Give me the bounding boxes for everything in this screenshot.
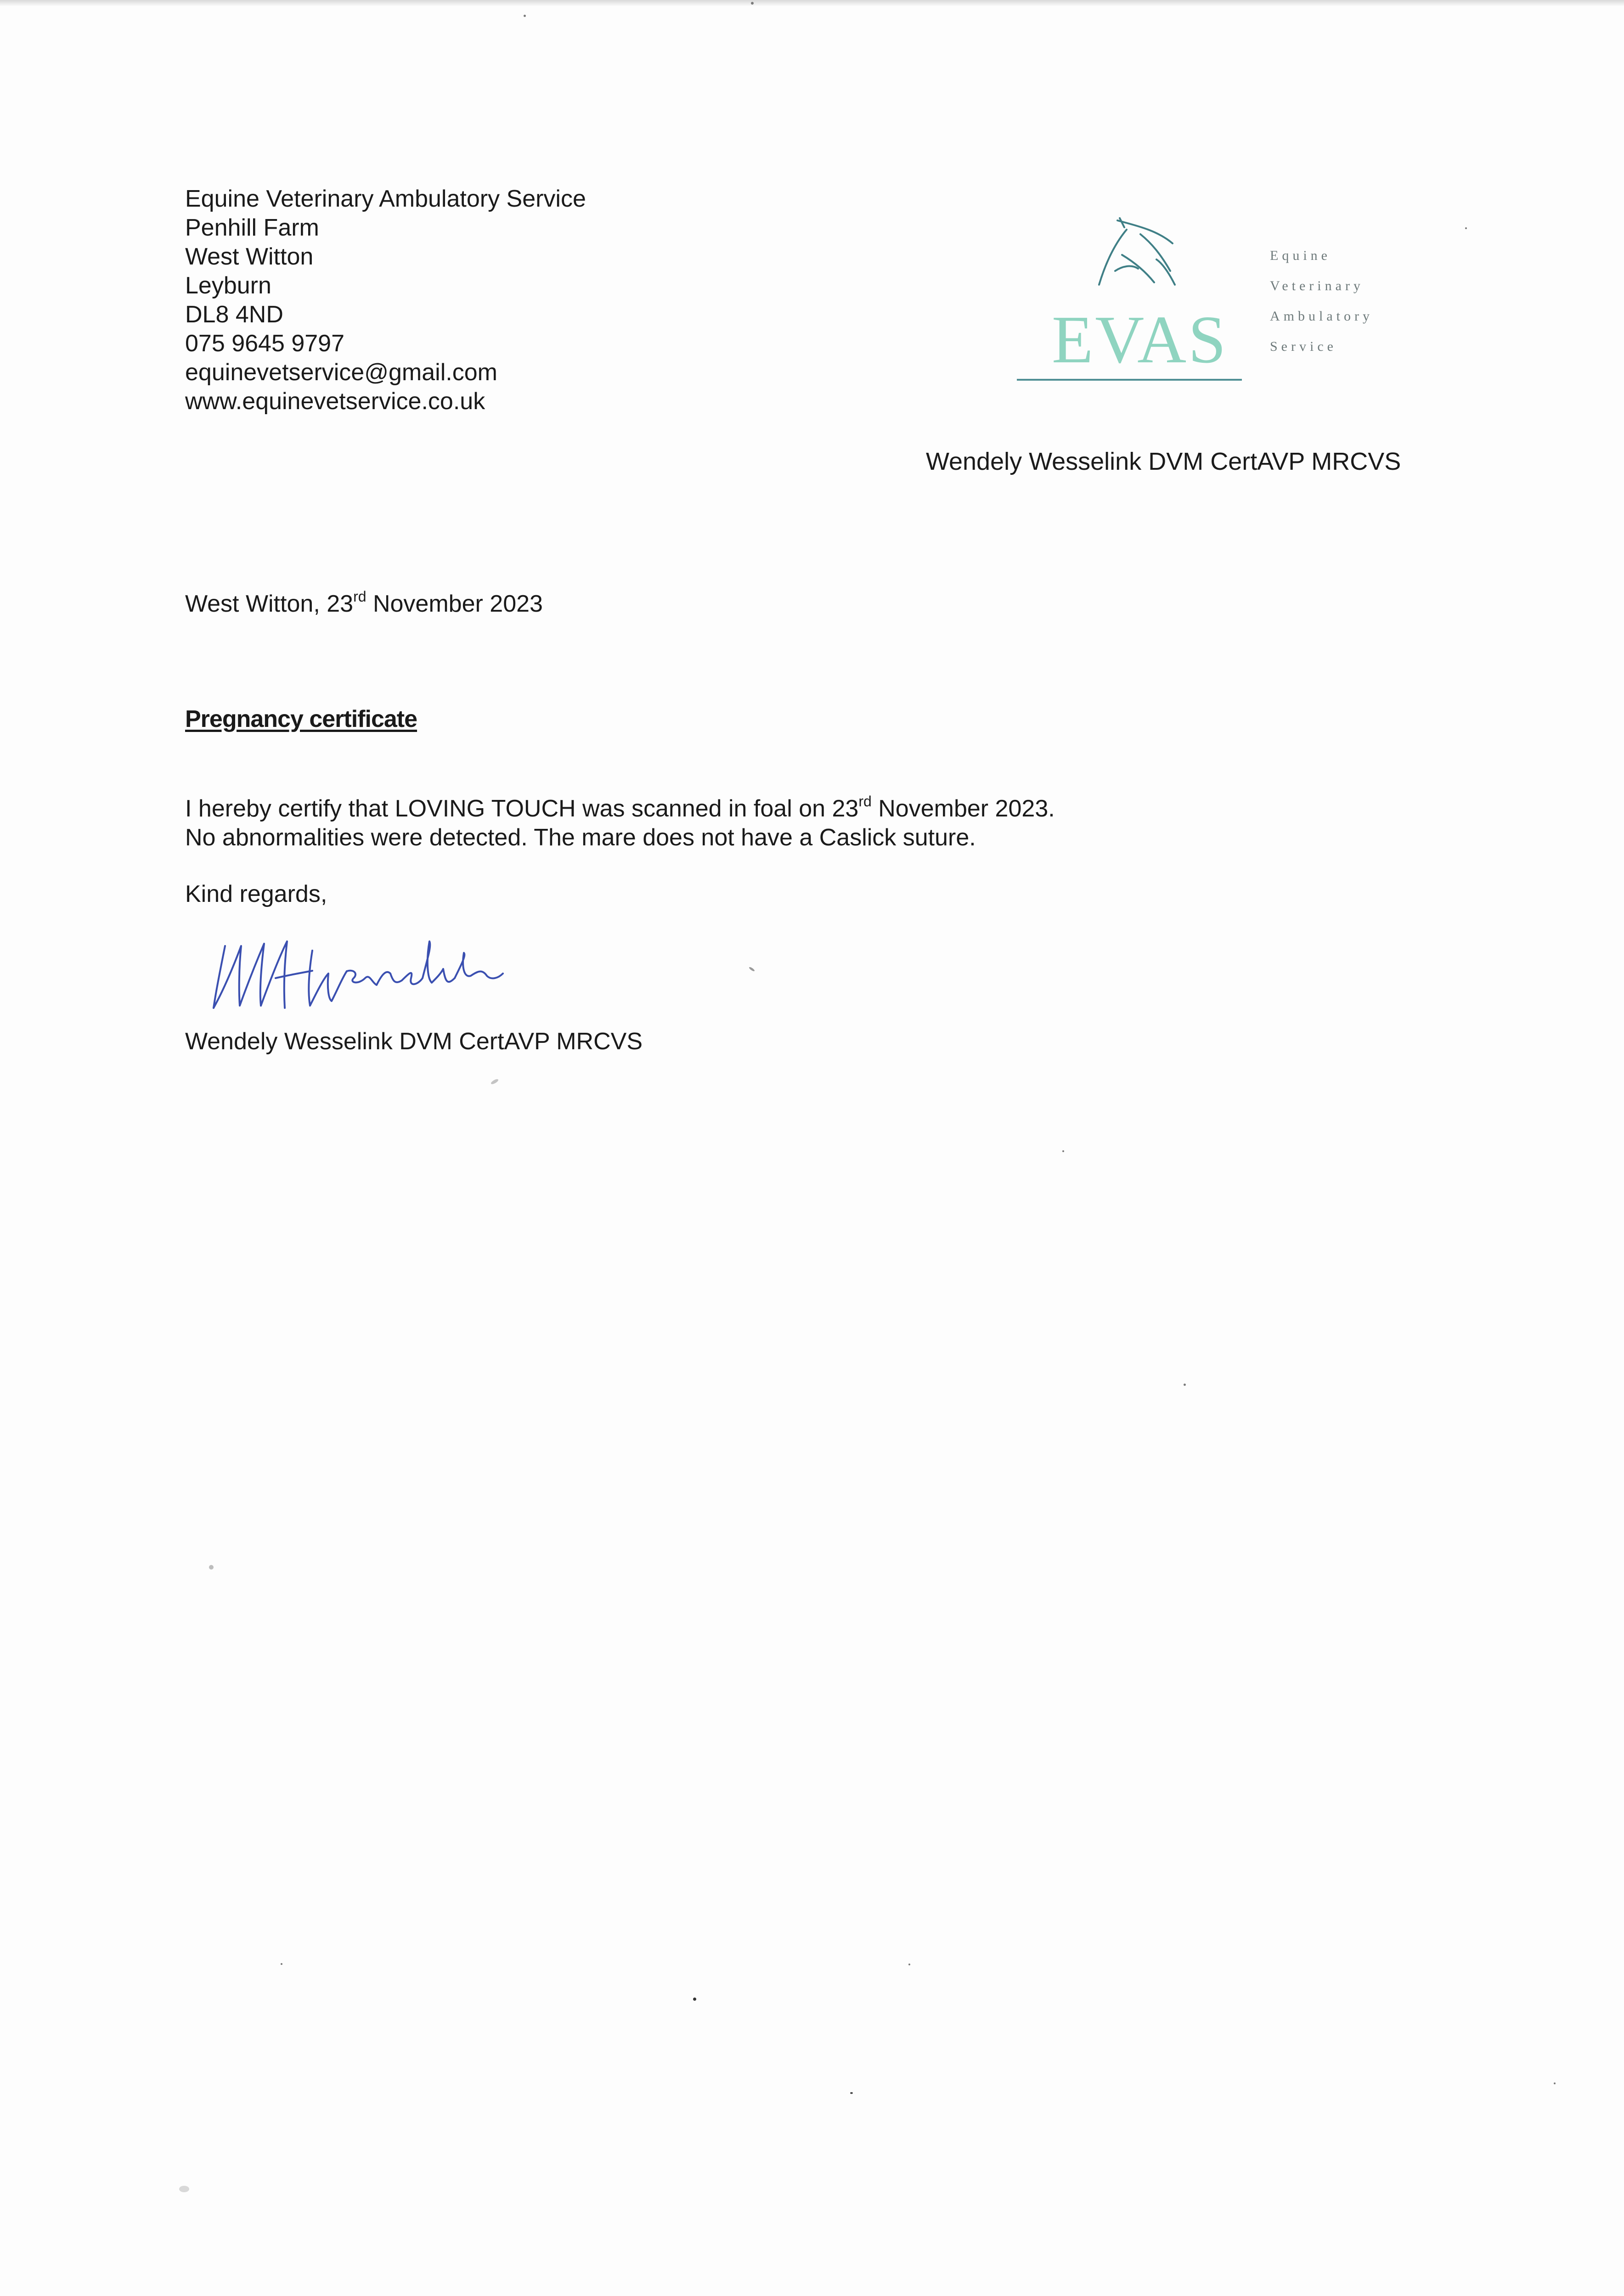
scan-speck: [751, 2, 754, 5]
sender-phone: 075 9645 9797: [185, 330, 345, 357]
scan-speck: [1062, 1150, 1064, 1152]
document-heading: Pregnancy certificate: [185, 706, 417, 732]
scan-speck: [693, 1998, 696, 2001]
scan-speck: [281, 1963, 282, 1965]
scan-speck: [1554, 2082, 1556, 2084]
sender-name: Equine Veterinary Ambulatory Service: [185, 186, 586, 212]
scan-speck: [524, 15, 526, 17]
sender-postcode: DL8 4ND: [185, 301, 283, 328]
date-ordinal: rd: [353, 588, 367, 605]
scan-speck: [209, 1565, 214, 1570]
sender-town: Leyburn: [185, 272, 271, 299]
logo-words: [1270, 241, 1373, 362]
logo-word-veterinary: Veterinary: [1270, 278, 1364, 293]
certification-suffix: November 2023.: [871, 795, 1055, 822]
handwritten-signature: [207, 923, 556, 1019]
evas-logo: [1010, 211, 1424, 395]
sender-website: www.equinevetservice.co.uk: [185, 388, 485, 415]
scan-speck: [179, 2186, 189, 2192]
scan-speck: [908, 1964, 910, 1965]
sender-village: West Witton: [185, 243, 314, 270]
scan-speck: [850, 2092, 853, 2094]
scan-speck: [1465, 227, 1467, 229]
logo-word-ambulatory: Ambulatory: [1270, 309, 1373, 324]
letter-date: [185, 590, 543, 618]
vet-credentials: Wendely Wesselink DVM CertAVP MRCVS: [926, 448, 1401, 475]
date-suffix: November 2023: [366, 591, 543, 617]
sender-farm: Penhill Farm: [185, 214, 319, 241]
sender-email: equinevetservice@gmail.com: [185, 359, 497, 386]
scan-speck: [749, 966, 755, 972]
date-prefix: West Witton, 23: [185, 591, 354, 617]
logo-word-equine: Equine: [1270, 248, 1331, 263]
scan-speck: [1184, 1384, 1186, 1386]
scan-speck: [490, 1078, 499, 1085]
scan-edge: [0, 0, 1624, 6]
sender-address: [185, 185, 586, 416]
logo-underline: [1017, 379, 1242, 381]
logo-letters: EVAS: [1052, 302, 1228, 377]
certification-prefix: I hereby certify that LOVING TOUCH was scanned in foal on 23: [185, 795, 859, 822]
signer-name: Wendely Wesselink DVM CertAVP MRCVS: [185, 1028, 643, 1055]
certification-ordinal: rd: [858, 793, 872, 810]
findings-line: No abnormalities were detected. The mare does not have a Caslick suture.: [185, 824, 976, 851]
closing-line: Kind regards,: [185, 881, 327, 907]
logo-word-service: Service: [1270, 339, 1337, 354]
certification-line: [185, 794, 1055, 823]
